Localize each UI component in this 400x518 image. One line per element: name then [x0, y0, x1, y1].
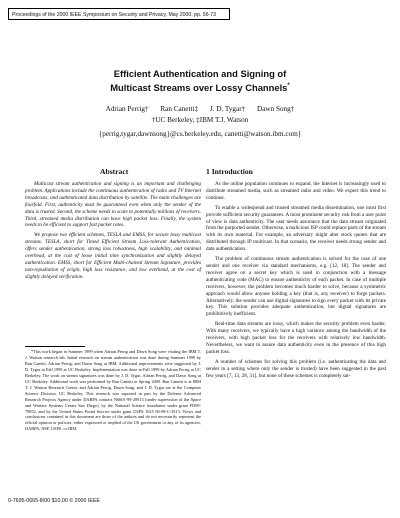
title-footnote-mark: * [287, 83, 290, 89]
abstract-paragraph: Multicast stream authentication and signing is an important and challenging problem. Applications include the continuous authentication of radio and TV Internet broadcasts, and authenticated data distribution by satellite. The main challenges are fourfold. First, authenticity must be guaranteed even when only the sender of the data is trusted. Second, the scheme needs to scale to potentially millions of receivers. Third, streamed media distribution can have high packet loss. Finally, the system needs to be efficient to support fast packet rates. [25, 181, 201, 229]
title-line-1: Efficient Authentication and Signing of [113, 68, 287, 79]
intro-paragraph: To enable a widespread and trusted streamed media dissemination, one must first provide sufficient security guarantees. A most prominent security risk from a user point of view is data authenticity. The user needs assurance that the data stream originated from the purported sender. Otherwise, a malicious ISP could replace parts of the stream with its own material. For example, an adversary might alter stock quotes that are distributed through IP multicast. In that scenario, the receiver needs strong sender and data authentication. [206, 204, 386, 253]
author-1: Adrian Perrig† [105, 105, 149, 113]
introduction-heading: 1 Introduction [206, 167, 253, 176]
affiliations: †UC Berkeley, ‡IBM T.J. Watson [151, 116, 249, 124]
intro-paragraph: As the online population continues to expand, the Internet is increasingly used to distribute streamed media, such as streamed radio and video. We expect this trend to continue. [206, 181, 386, 201]
copyright-footer: 0-7695-0665-8/00 $10.00 © 2000 IEEE [8, 498, 100, 504]
author-3: J. D. Tygar† [209, 105, 246, 113]
title-line-2 [0, 80, 400, 94]
intro-paragraph: The problem of continuous stream authentication is solved for the case of one sender and one receiver via standard mechanisms, e.g. [12, 18]. The sender and receiver agree on a secret key which is used in conjunction with a message authenticating code (MAC) to ensure authenticity of each packet. In case of multiple receivers, however, the problem becomes much harder to solve, because a symmetric approach would allow anyone holding a key (that is, any receiver) to forge packets. Alternatively, the sender can use digital signatures to sign every packet with its private key. This solution provides adequate authentication, but digital signatures are prohibitively inefficient. [206, 256, 386, 318]
footnote-text: *This work began in Summer 1999 when Adrian Perrig and Dawn Song were visiting the IBM T. J. Watson research lab. Initial research on stream authentication was done during Summer 1999 by Ran Canetti, Adrian Perrig, and Dawn Song at IBM. Additional improvements were suggested by J. D. Tygar in Fall 1999 at UC Berkeley. Implementation was done in Fall 1999 by Adrian Perrig at UC Berkeley. The work on stream signatures was done by J. D. Tygar, Adrian Perrig, and Dawn Song at UC Berkeley. Additional work was performed by Ran Canetti in Spring 2000. Ran Canetti is at IBM T. J. Watson Research Center, and Adrian Perrig, Dawn Song, and J. D. Tygar are at the Computer Science Division, UC Berkeley. This research was suported in part by the Defense Advanced Research Projects Agency under DARPA contract N6601-99-28913 (under supervision of the Space and Warfare Systems Center San Diego), by the National Science foundation under grant FD99-79852, and by the United States Postal Service under grant USPS 1025 90-98-C-3513. Views and conclusions contained in this document are those of the authors and do not necessarily represent the official opinion or policies, either expressed or implied of the US government or any of its agencies, DARPA, NSF, USPS, or IBM. [25, 349, 201, 432]
intro-paragraph: A number of schemes for solving this problem (i.e. authenticating the data and sender in a setting where only the sender is trusted) have been suggested in the past few years [7, 13, 28, 31], but none of these schemes is completely sat- [206, 358, 386, 379]
author-4: Dawn Song† [257, 105, 295, 113]
abstract-body [25, 181, 201, 284]
introduction-body [206, 181, 386, 382]
abstract-paragraph: We propose two efficient schemes, TESLA and EMSS, for secure lossy multicast streams. TESLA, short for Timed Efficient Stream Loss-tolerant Authentication, offers sender authentication, strong loss robustness, high scalability, and minimal overhead, at the cost of loose initial time synchronization and slightly delayed authentication. EMSS, short for Efficient Multi-chained Stream Signature, provides non-repudiation of origin, high loss resistance, and low overhead, at the cost of slightly delayed verification. [25, 232, 201, 280]
proceedings-header: Proceedings of the 2000 IEEE Symposium on Security and Privacy, May 2000, pp. 56-73 [8, 8, 230, 20]
author-block [0, 104, 400, 140]
abstract-heading: Abstract [100, 167, 129, 176]
footnote [25, 349, 201, 432]
footnote-rule [25, 346, 85, 347]
author-names [0, 104, 400, 115]
title-line-2-text: Multicast Streams over Lossy Channels [110, 82, 288, 94]
author-emails: {perrig,tygar,dawnsong}@cs.berkeley.edu, canetti@watson.ibm.com} [98, 130, 302, 138]
intro-paragraph: Real-time data streams are lossy, which makes the security problem even harder. With many receivers, we typically have a high variance among the bandwidth of the receivers, with high packet loss for the receivers with relatively low bandwidth. Nevertheless, we want to assure data authenticity even in the presence of this high packet loss. [206, 321, 386, 355]
author-2: Ran Canetti‡ [160, 105, 199, 113]
paper-title [0, 68, 400, 94]
